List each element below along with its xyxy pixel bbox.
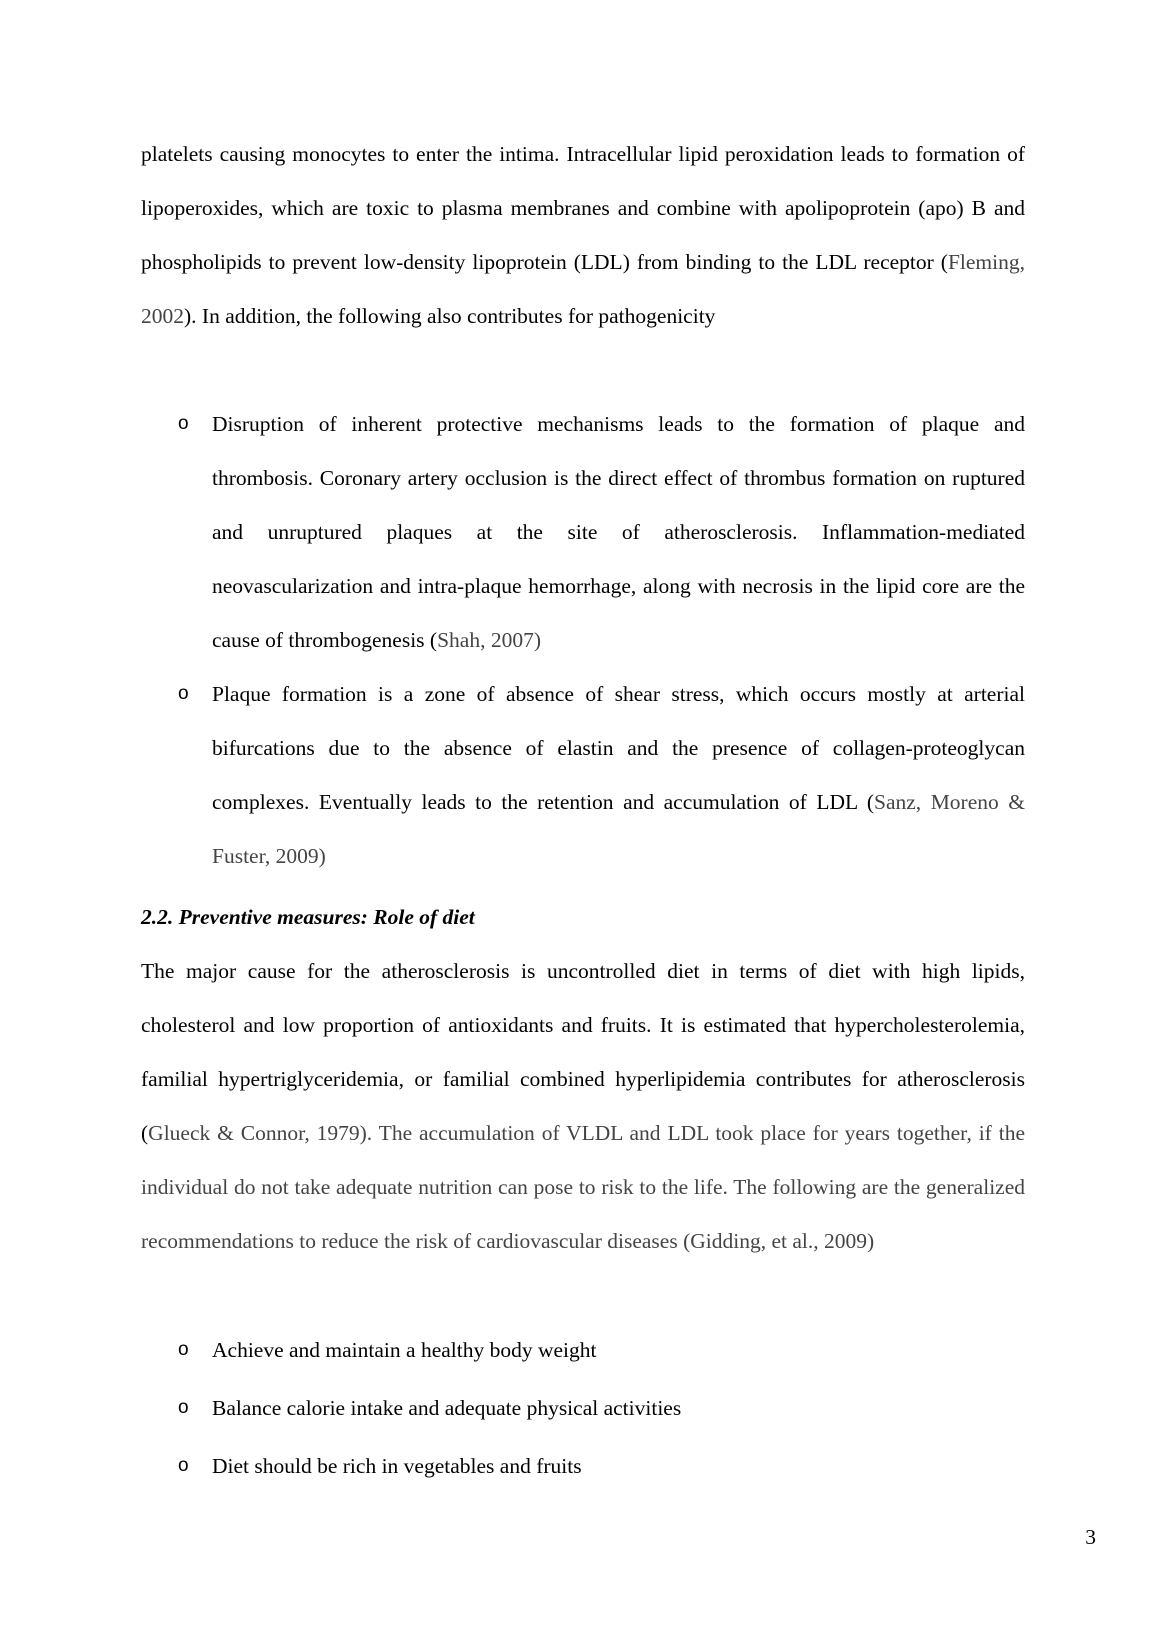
- citation-glueck-and-text: Glueck & Connor, 1979). The accumulation of VLDL and LDL took place for years together, if the individual do not take adequate nutrition can pose to risk to the life. The following are the generalized recommendations to reduce the risk of cardiovascular diseases (Gidding, et al., 2009): [141, 1121, 1025, 1253]
- citation-sanz: Sanz, Moreno & Fuster, 2009): [212, 790, 1025, 868]
- list-item: [141, 1379, 1025, 1437]
- bullet-marker: o: [178, 1397, 189, 1418]
- list-item-text: Balance calorie intake and adequate physical activities: [212, 1396, 682, 1420]
- bullet-marker: o: [178, 413, 189, 434]
- citation-shah: Shah, 2007): [437, 628, 542, 652]
- paragraph-text-segment: The major cause for the atherosclerosis is uncontrolled diet in terms of diet with high lipids, cholesterol and low proportion of antioxidants and fruits. It is estimated that hypercholesterolemia, familial hypertriglyceridemia, or familial combined hyperlipidemia contributes for atherosclerosis (: [141, 959, 1025, 1145]
- section-heading-text: 2.2. Preventive measures: Role of diet: [141, 905, 475, 929]
- paragraph-text-segment: platelets causing monocytes to enter the intima. Intracellular lipid peroxidation leads to formation of lipoperoxides, which are toxic to plasma membranes and combine with apolipoprotein (apo) B and phospholipids to prevent low-density lipoprotein (LDL) from binding to the LDL receptor (: [141, 142, 1025, 274]
- recommendations-list: [141, 1321, 1025, 1495]
- list-item-text: Disruption of inherent protective mechanisms leads to the formation of plaque and thrombosis. Coronary artery occlusion is the direct effect of thrombus formation on ruptured and unruptured plaques at the site of atherosclerosis. Inflammation-mediated neovascularization and intra-plaque hemorrhage, along with necrosis in the lipid core are the cause of thrombogenesis (: [212, 412, 1025, 652]
- list-item: [141, 1321, 1025, 1379]
- list-item: [141, 397, 1025, 667]
- bullet-marker: o: [178, 1455, 189, 1476]
- list-item: [141, 667, 1025, 883]
- list-item: [141, 1437, 1025, 1495]
- bullet-marker: o: [178, 1339, 189, 1360]
- paragraph-diet: [141, 944, 1025, 1268]
- section-heading: [141, 890, 1025, 944]
- paragraph-text-segment: ). In addition, the following also contributes for pathogenicity: [184, 304, 716, 328]
- list-item-text: Achieve and maintain a healthy body weight: [212, 1338, 597, 1362]
- bullet-marker: o: [178, 683, 189, 704]
- pathogenicity-list: [141, 397, 1025, 883]
- page-number: 3: [1085, 1525, 1096, 1549]
- list-item-text: Diet should be rich in vegetables and fruits: [212, 1454, 582, 1478]
- paragraph-text: [141, 944, 1025, 1268]
- list-item-text: Plaque formation is a zone of absence of shear stress, which occurs mostly at arterial bifurcations due to the absence of elastin and the presence of collagen-proteoglycan complexes. Eventually leads to the retention and accumulation of LDL (: [212, 682, 1025, 814]
- paragraph-pathogenesis: [141, 127, 1025, 343]
- paragraph-text: [141, 127, 1025, 343]
- citation-fleming: Fleming, 2002: [141, 250, 1025, 328]
